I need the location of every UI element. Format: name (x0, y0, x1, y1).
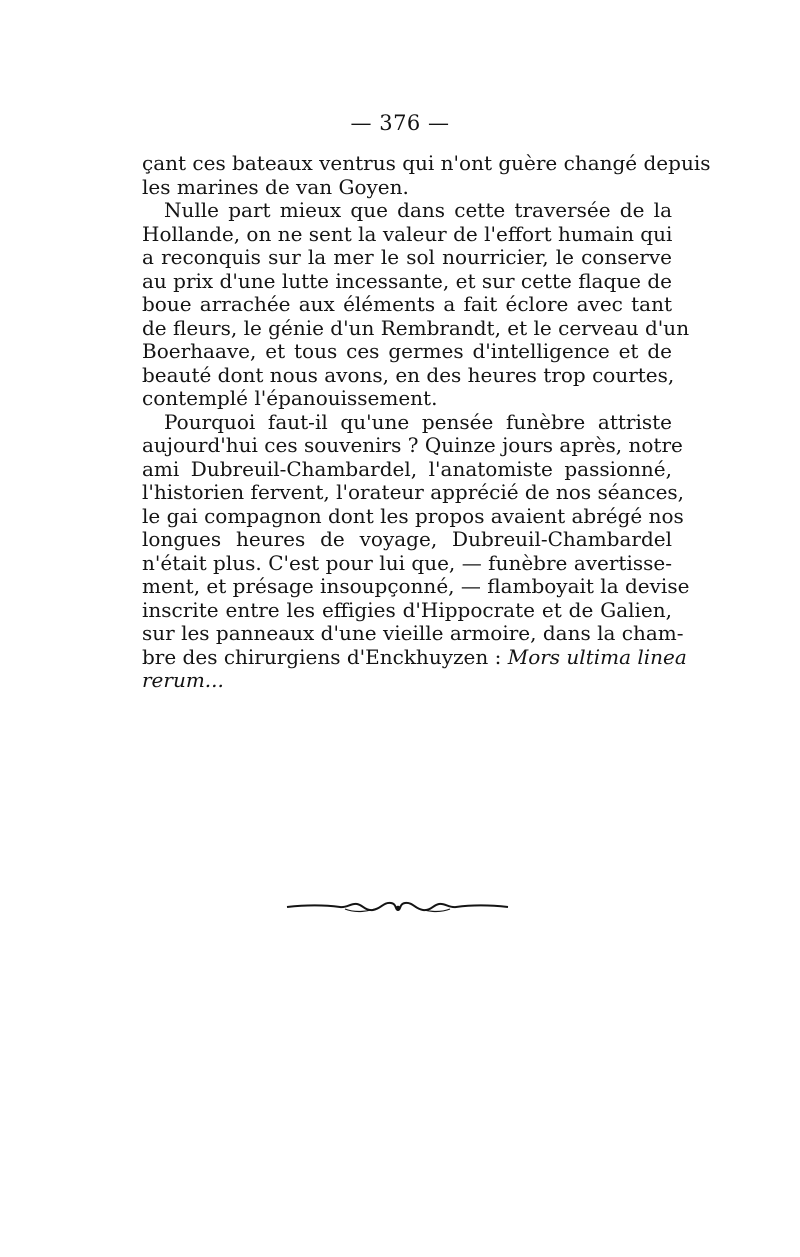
text-line: aujourd'hui ces souvenirs ? Quinze jours après, notre (142, 433, 683, 457)
text-line: Boerhaave, et tous ces germes d'intelligence et de (142, 339, 672, 363)
text-line: ami Dubreuil-Chambardel, l'anatomiste passionné, (142, 456, 672, 481)
text-line-start: bre des chirurgiens d'Enckhuyzen : (142, 644, 502, 669)
text-line: sur les panneaux d'une vieille armoire, dans la cham- (142, 621, 684, 645)
latin-quote-end: rerum... (142, 668, 224, 692)
text-line: contemplé l'épanouissement. (142, 386, 438, 410)
text-line: le gai compagnon dont les propos avaient abrégé nos (142, 503, 684, 528)
text-line-with-quote (142, 644, 687, 670)
text-line: Pourquoi faut-il qu'une pensée funèbre attriste (164, 409, 672, 434)
text-line: inscrite entre les effigies d'Hippocrate et de Galien, (142, 597, 672, 622)
text-line: a reconquis sur la mer le sol nourricier, le conserve (142, 245, 672, 269)
text-line: longues heures de voyage, Dubreuil-Chambardel (142, 527, 672, 551)
text-line: n'était plus. C'est pour lui que, — funèbre avertisse- (142, 550, 672, 575)
page-number: — 376 — (350, 111, 450, 135)
text-line: l'historien fervent, l'orateur apprécié de nos séances, (142, 480, 685, 504)
text-line: boue arrachée aux éléments a fait éclore avec tant (142, 292, 672, 316)
text-line: ment, et présage insoupçonné, — flamboyait la devise (142, 574, 690, 598)
text-line: au prix d'une lutte incessante, et sur cette flaque de (142, 268, 672, 293)
body-text (142, 151, 711, 693)
text-line: beauté dont nous avons, en des heures trop courtes, (142, 362, 675, 387)
text-line: çant ces bateaux ventrus qui n'ont guère changé depuis (142, 151, 711, 175)
ornament-divider (285, 893, 510, 921)
latin-quote: Mors ultima linea (507, 644, 687, 669)
text-line: Nulle part mieux que dans cette traversée de la (164, 198, 672, 222)
text-line: de fleurs, le génie d'un Rembrandt, et le cerveau d'un (142, 315, 690, 340)
text-line: les marines de van Goyen. (142, 174, 409, 199)
text-line: Hollande, on ne sent la valeur de l'effort humain qui (142, 221, 673, 246)
